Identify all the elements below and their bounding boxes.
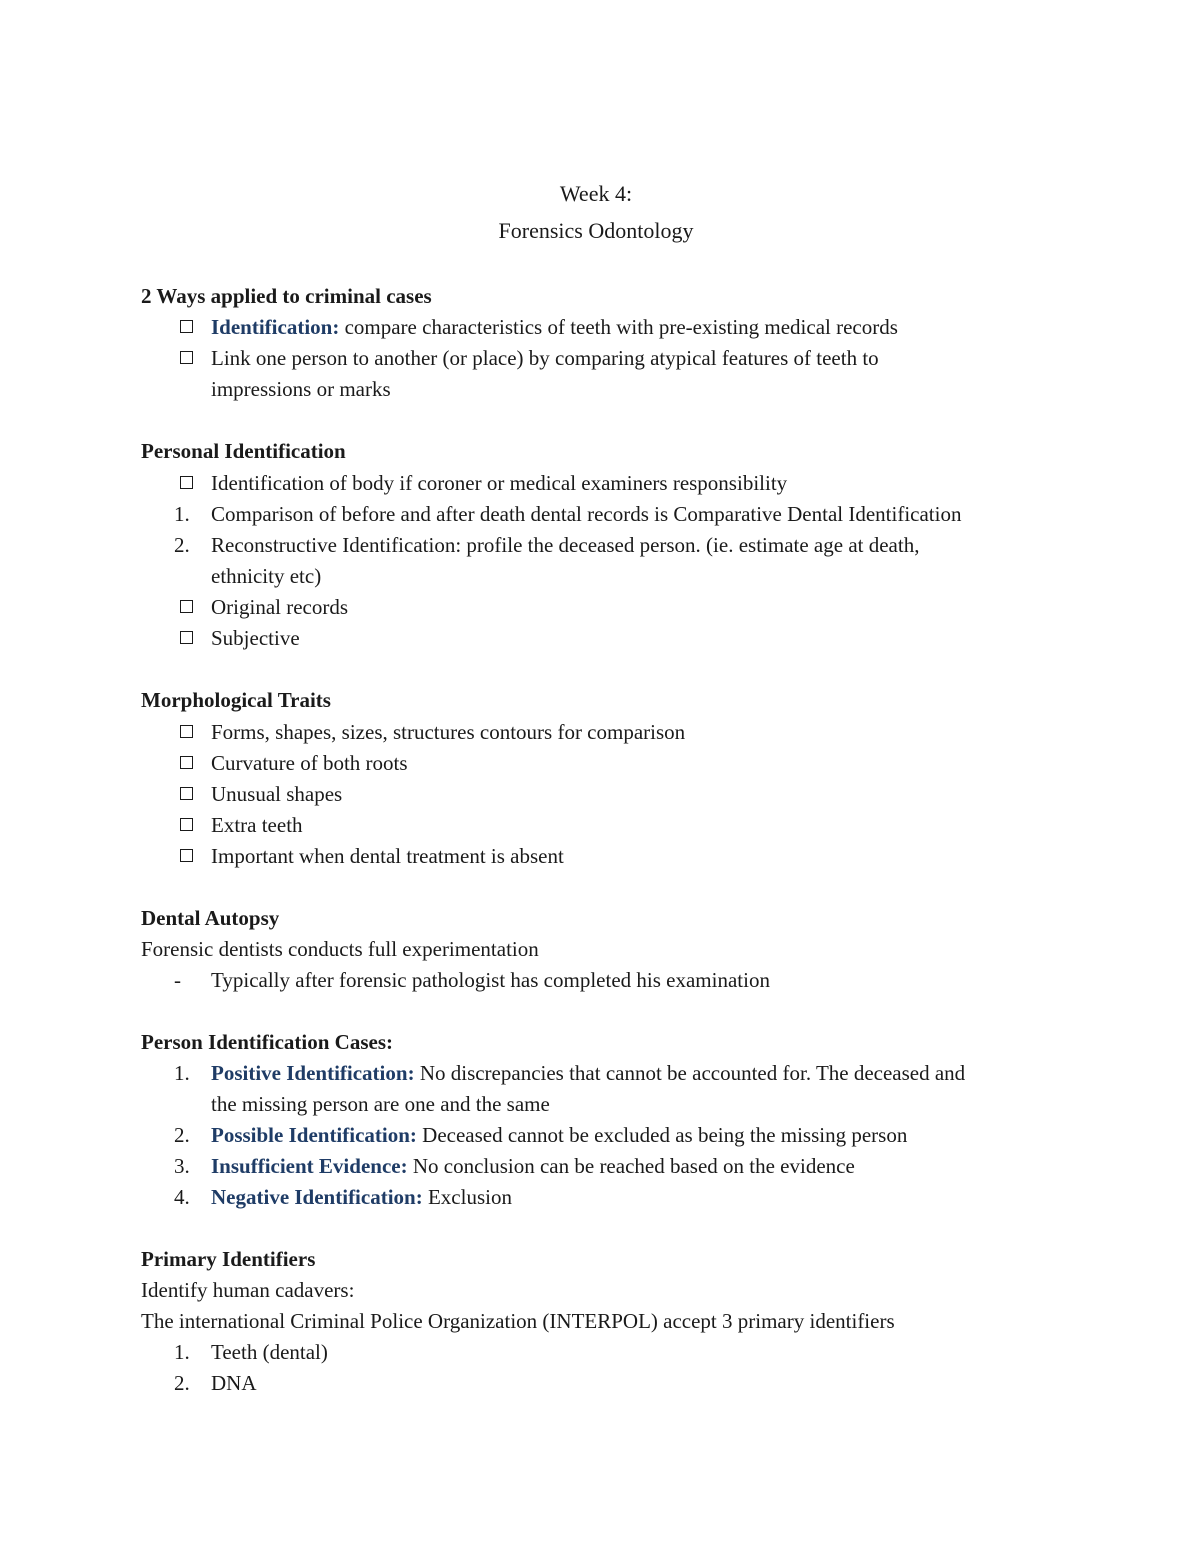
list-item <box>211 1121 907 1149</box>
checkbox-bullet <box>180 787 193 800</box>
list-item-continuation: impressions or marks <box>211 377 391 401</box>
checkbox-bullet <box>180 756 193 769</box>
list-item: Important when dental treatment is absent <box>211 844 564 868</box>
checkbox-bullet <box>180 631 193 644</box>
checkbox-bullet <box>180 600 193 613</box>
list-item: Original records <box>211 595 349 619</box>
section-heading-morphological-traits: Morphological Traits <box>141 688 331 712</box>
item-text: compare characteristics of teeth with pre-existing medical records <box>339 315 898 339</box>
checkbox-bullet <box>180 849 193 862</box>
checkbox-bullet <box>180 818 193 831</box>
list-number: 1. <box>174 1340 190 1364</box>
list-item-continuation: the missing person are one and the same <box>211 1092 550 1116</box>
paragraph: The international Criminal Police Organization (INTERPOL) accept 3 primary identifiers <box>141 1309 895 1333</box>
list-item: Link one person to another (or place) by comparing atypical features of teeth to <box>211 346 879 370</box>
checkbox-bullet <box>180 476 193 489</box>
section-heading-person-identification-cases: Person Identification Cases: <box>141 1030 393 1054</box>
list-item: Subjective <box>211 626 300 650</box>
list-number: 2. <box>174 533 190 557</box>
section-heading-ways: 2 Ways applied to criminal cases <box>141 284 432 308</box>
dash-bullet: - <box>174 968 181 992</box>
list-item <box>211 1059 965 1087</box>
list-item <box>211 313 898 341</box>
list-number: 2. <box>174 1123 190 1147</box>
list-number: 3. <box>174 1154 190 1178</box>
item-text: No discrepancies that cannot be accounted for. The deceased and <box>414 1061 966 1085</box>
keyword-negative-identification: Negative Identification: <box>211 1185 423 1209</box>
title-week: Week 4: <box>559 181 633 206</box>
list-number: 4. <box>174 1185 190 1209</box>
keyword-identification: Identification: <box>211 315 340 339</box>
list-item-continuation: ethnicity etc) <box>211 564 322 588</box>
list-item: Forms, shapes, sizes, structures contours for comparison <box>211 720 686 744</box>
keyword-positive-identification: Positive Identification: <box>211 1061 415 1085</box>
paragraph: Forensic dentists conducts full experimentation <box>141 937 539 961</box>
list-item: DNA <box>211 1371 257 1395</box>
list-item: Comparison of before and after death dental records is Comparative Dental Identification <box>211 502 962 526</box>
item-text: Deceased cannot be excluded as being the missing person <box>416 1123 908 1147</box>
list-item: Identification of body if coroner or medical examiners responsibility <box>211 471 788 495</box>
list-item <box>211 1183 512 1211</box>
list-number: 1. <box>174 502 190 526</box>
item-text: No conclusion can be reached based on the evidence <box>407 1154 855 1178</box>
list-item: Reconstructive Identification: profile the deceased person. (ie. estimate age at death, <box>211 533 920 557</box>
item-text: Exclusion <box>422 1185 512 1209</box>
title-topic: Forensics Odontology <box>498 218 694 243</box>
section-heading-personal-identification: Personal Identification <box>141 439 346 463</box>
list-item: Teeth (dental) <box>211 1340 328 1364</box>
paragraph: Identify human cadavers: <box>141 1278 355 1302</box>
list-item: Curvature of both roots <box>211 751 408 775</box>
list-item: Typically after forensic pathologist has completed his examination <box>211 968 770 992</box>
checkbox-bullet <box>180 351 193 364</box>
list-number: 2. <box>174 1371 190 1395</box>
keyword-possible-identification: Possible Identification: <box>211 1123 417 1147</box>
list-item <box>211 1152 855 1180</box>
checkbox-bullet <box>180 725 193 738</box>
section-heading-primary-identifiers: Primary Identifiers <box>141 1247 316 1271</box>
keyword-insufficient-evidence: Insufficient Evidence: <box>211 1154 408 1178</box>
list-item: Extra teeth <box>211 813 303 837</box>
list-number: 1. <box>174 1061 190 1085</box>
section-heading-dental-autopsy: Dental Autopsy <box>141 906 280 930</box>
checkbox-bullet <box>180 320 193 333</box>
list-item: Unusual shapes <box>211 782 343 806</box>
